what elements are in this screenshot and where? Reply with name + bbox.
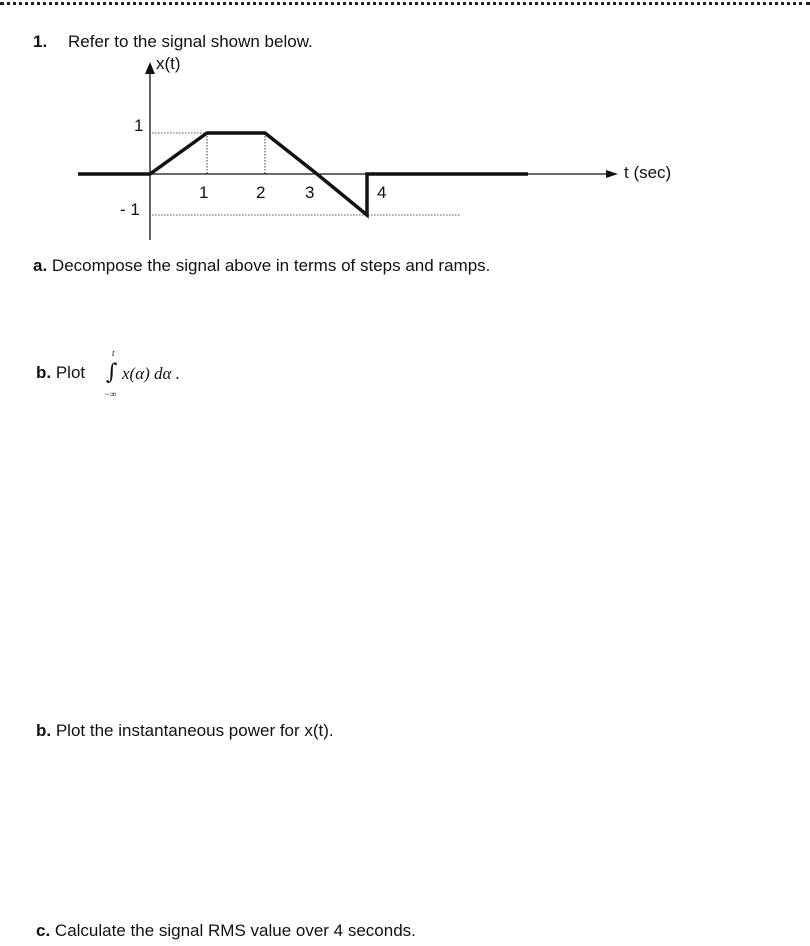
- integral-upper-limit: t: [112, 348, 115, 358]
- y-axis-label: x(t): [156, 54, 181, 73]
- x-axis-arrow-icon: [606, 170, 618, 178]
- part-c: c. Calculate the signal RMS value over 4 seconds.: [36, 921, 416, 940]
- integrand: x(α) dα .: [122, 364, 180, 383]
- x-axis-label: t (sec): [624, 163, 672, 182]
- x-tick-label: 2: [256, 183, 266, 202]
- y-tick-label: 1: [134, 116, 144, 135]
- integral-lower-limit: −∞: [104, 389, 117, 399]
- question-prompt: Refer to the signal shown below.: [68, 32, 313, 51]
- signal-plot: [0, 0, 810, 260]
- y-axis-arrow-icon: [145, 62, 155, 74]
- y-tick-label: - 1: [120, 200, 140, 219]
- integral-sign-icon: ∫: [106, 360, 118, 385]
- part-b-integral: b. Plot: [36, 363, 86, 382]
- part-b-power: b. Plot the instantaneous power for x(t).: [36, 721, 334, 740]
- x-tick-label: 3: [305, 183, 315, 202]
- question-number: 1.: [33, 32, 48, 51]
- x-tick-label: 1: [199, 183, 209, 202]
- x-tick-label: 4: [377, 183, 387, 202]
- part-a: a. Decompose the signal above in terms of steps and ramps.: [33, 256, 491, 275]
